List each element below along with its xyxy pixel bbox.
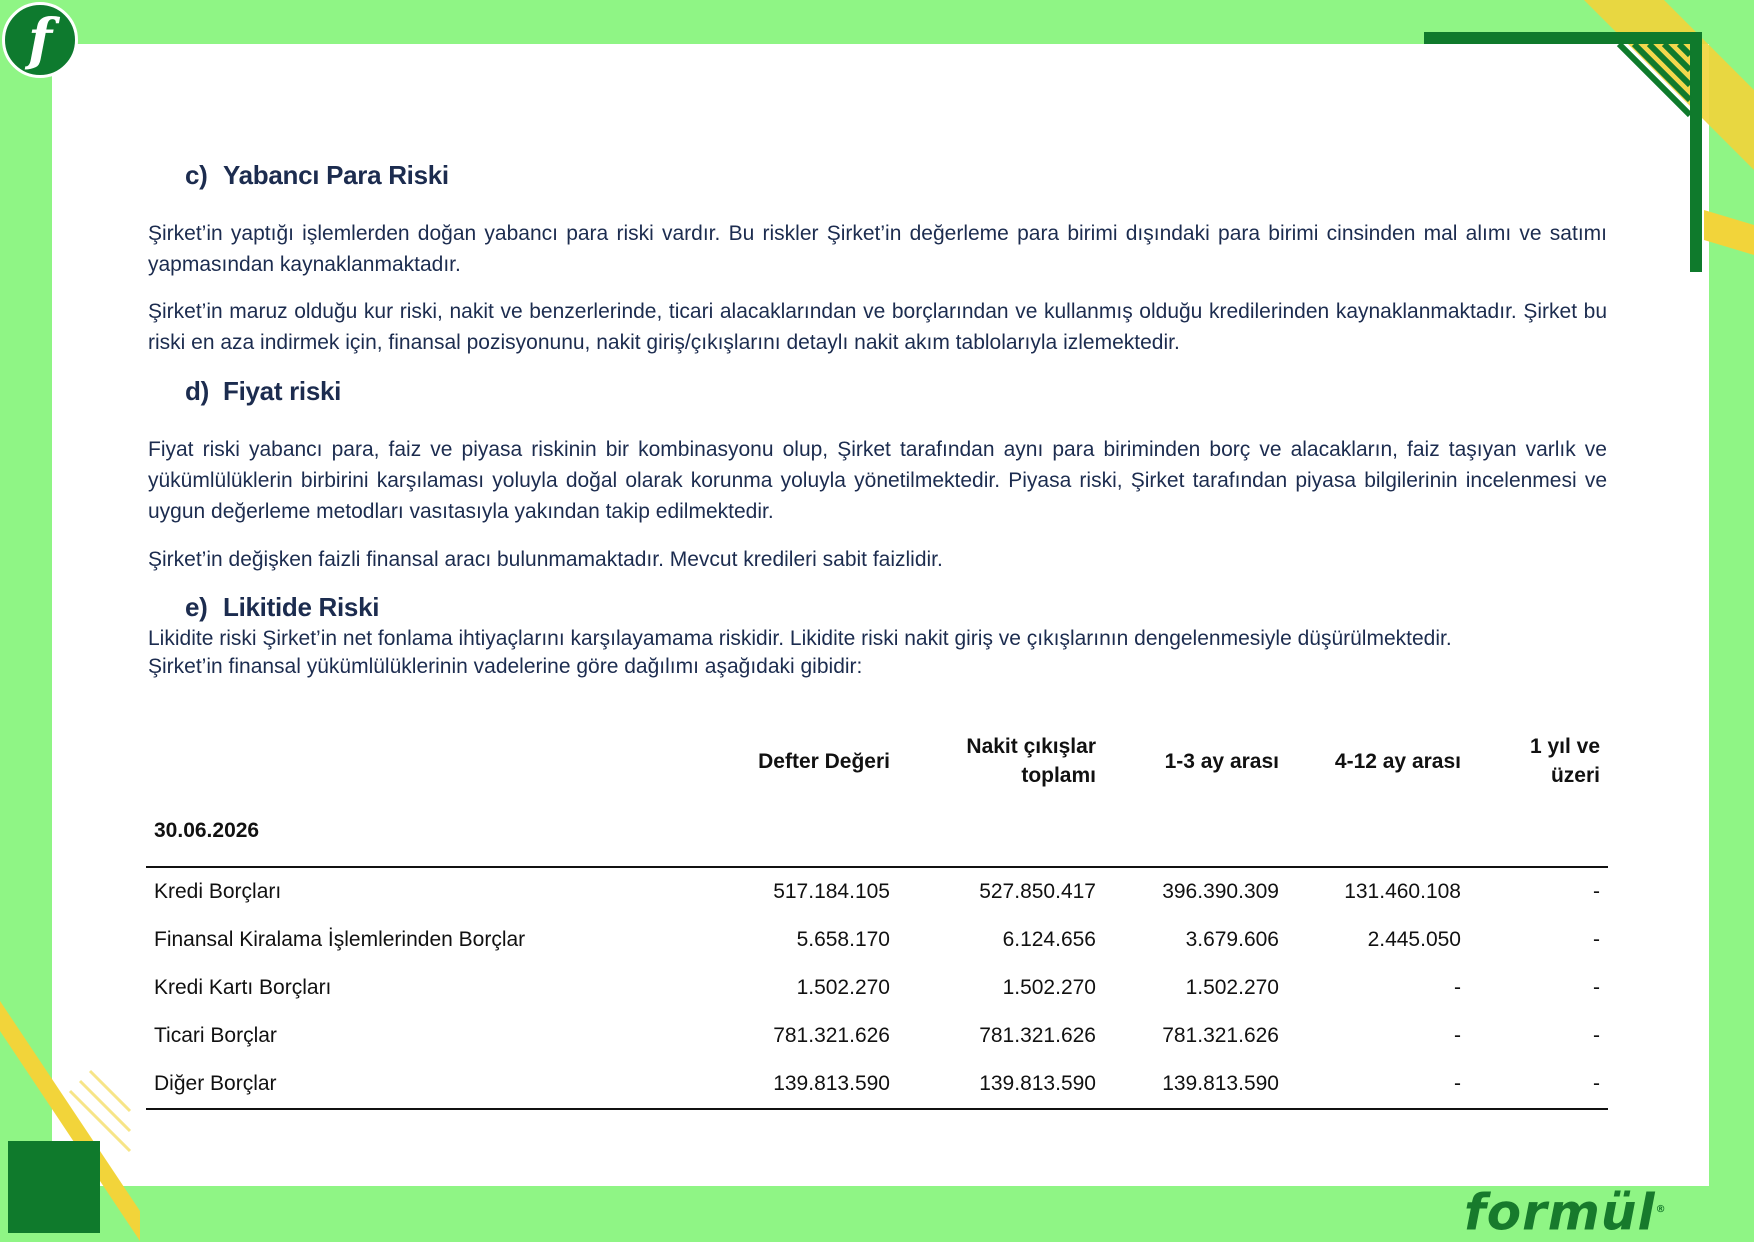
paragraph: Şirket’in maruz olduğu kur riski, nakit ve benzerlerinde, ticari alacaklarından ve borçlarından ve kullanmış olduğu kredilerinden kaynaklanmaktadır. Şirket bu riski en aza indirmek için, finansal pozisyonunu, nakit giriş/çıkışlarını detaylı nakit akım tablolarıyla izlemektedir. (148, 300, 1607, 354)
section-letter: c) (185, 160, 208, 190)
row-label: Diğer Borçlar (146, 1060, 698, 1109)
table-cell: 781.321.626 (1162, 1024, 1279, 1047)
section-heading-e (185, 592, 379, 623)
table-date: 30.06.2026 (154, 819, 260, 842)
section-title: Likitide Riski (223, 592, 380, 622)
paragraph: Fiyat riski yabancı para, faiz ve piyasa riskinin bir kombinasyonu olup, Şirket tarafından aynı para biriminden borç ve alacakların, faiz taşıyan varlık ve yükümlülüklerin birbirini karşılaması yoluyla doğal olarak korunma yoluyla yönetilmektedir. Piyasa riski, Şirket tarafından piyasa bilgilerinin incelenmesi ve uygun değerleme metodları vasıtasıyla yakından takip edilmektedir. (148, 438, 1607, 523)
table-header-row (146, 726, 1608, 796)
table-cell: 139.813.590 (898, 1060, 1104, 1109)
section-title: Fiyat riski (223, 376, 342, 406)
table-cell: 1.502.270 (1002, 976, 1096, 999)
table-row (146, 1060, 1608, 1109)
company-logo-icon: f (2, 2, 78, 78)
section-heading-d (185, 376, 341, 407)
table-cell: 5.658.170 (796, 928, 890, 951)
column-header-defter-degeri: Defter Değeri (758, 749, 890, 773)
brand-wordmark (1464, 1181, 1667, 1242)
table-date-row (146, 796, 1608, 867)
table-cell: 3.679.606 (1185, 928, 1279, 951)
table-cell: 517.184.105 (698, 867, 898, 916)
section-letter: e) (185, 592, 208, 622)
paragraph: Likidite riski Şirket’in net fonlama ihtiyaçlarını karşılayamama riskidir. Likidite riski nakit giriş ve çıkışlarının dengelenmesiyle düşürülmektedir. (148, 627, 1452, 650)
column-header-nakit-cikislar (898, 726, 1104, 796)
table-cell: 1.502.270 (1185, 976, 1279, 999)
row-label: Ticari Borçlar (154, 1024, 277, 1047)
liquidity-maturity-table (146, 726, 1608, 1110)
table-cell: - (1593, 928, 1600, 951)
column-header-1-yil-uzeri: 1 yıl ve üzeri (1529, 735, 1600, 787)
table-cell: 396.390.309 (1104, 867, 1287, 916)
column-header-label (146, 726, 698, 796)
table-cell: 2.445.050 (1367, 928, 1461, 951)
table-cell: - (1469, 867, 1608, 916)
table-row (146, 916, 1608, 964)
table-cell: - (1287, 1060, 1469, 1109)
paragraph: Şirket’in değişken faizli finansal aracı bulunmamaktadır. Mevcut kredileri sabit faizlidir. (148, 548, 943, 571)
row-label: Finansal Kiralama İşlemlerinden Borçlar (154, 928, 526, 951)
column-header-4-12-ay: 4-12 ay arası (1334, 749, 1461, 773)
header-line: Nakit çıkışlar (966, 735, 1096, 758)
table-cell: 139.813.590 (698, 1060, 898, 1109)
paragraph: Şirket’in yaptığı işlemlerden doğan yabancı para riski vardır. Bu riskler Şirket’in değerleme para birimi dışındaki para birimi cinsinden mal alımı ve satımı yapmasından kaynaklanmaktadır. (148, 222, 1607, 276)
table-cell: 6.124.656 (1002, 928, 1096, 951)
table-row (146, 964, 1608, 1012)
table-cell: - (1454, 976, 1461, 999)
row-label: Kredi Kartı Borçları (154, 976, 332, 999)
registered-mark: ® (1655, 1204, 1667, 1215)
section-letter: d) (185, 376, 209, 406)
table-cell: - (1593, 976, 1600, 999)
header-line: toplamı (1021, 764, 1096, 787)
table-row (146, 1012, 1608, 1060)
table-cell: - (1469, 1060, 1608, 1109)
section-title: Yabancı Para Riski (223, 160, 449, 190)
table-row (146, 867, 1608, 916)
table-cell: - (1593, 1024, 1600, 1047)
table-cell: 139.813.590 (1104, 1060, 1287, 1109)
table-cell: 781.321.626 (773, 1024, 890, 1047)
table-cell: 527.850.417 (898, 867, 1104, 916)
table-cell: - (1454, 1024, 1461, 1047)
table-cell: 781.321.626 (979, 1024, 1096, 1047)
table-cell: 131.460.108 (1287, 867, 1469, 916)
column-header-1-3-ay: 1-3 ay arası (1164, 749, 1279, 773)
table-cell: 1.502.270 (796, 976, 890, 999)
brand-text: formül (1464, 1183, 1656, 1242)
section-heading-c (185, 160, 449, 191)
paragraph: Şirket’in finansal yükümlülüklerinin vadelerine göre dağılımı aşağıdaki gibidir: (148, 655, 863, 678)
row-label: Kredi Borçları (146, 867, 698, 916)
green-block-decoration (8, 1141, 100, 1233)
